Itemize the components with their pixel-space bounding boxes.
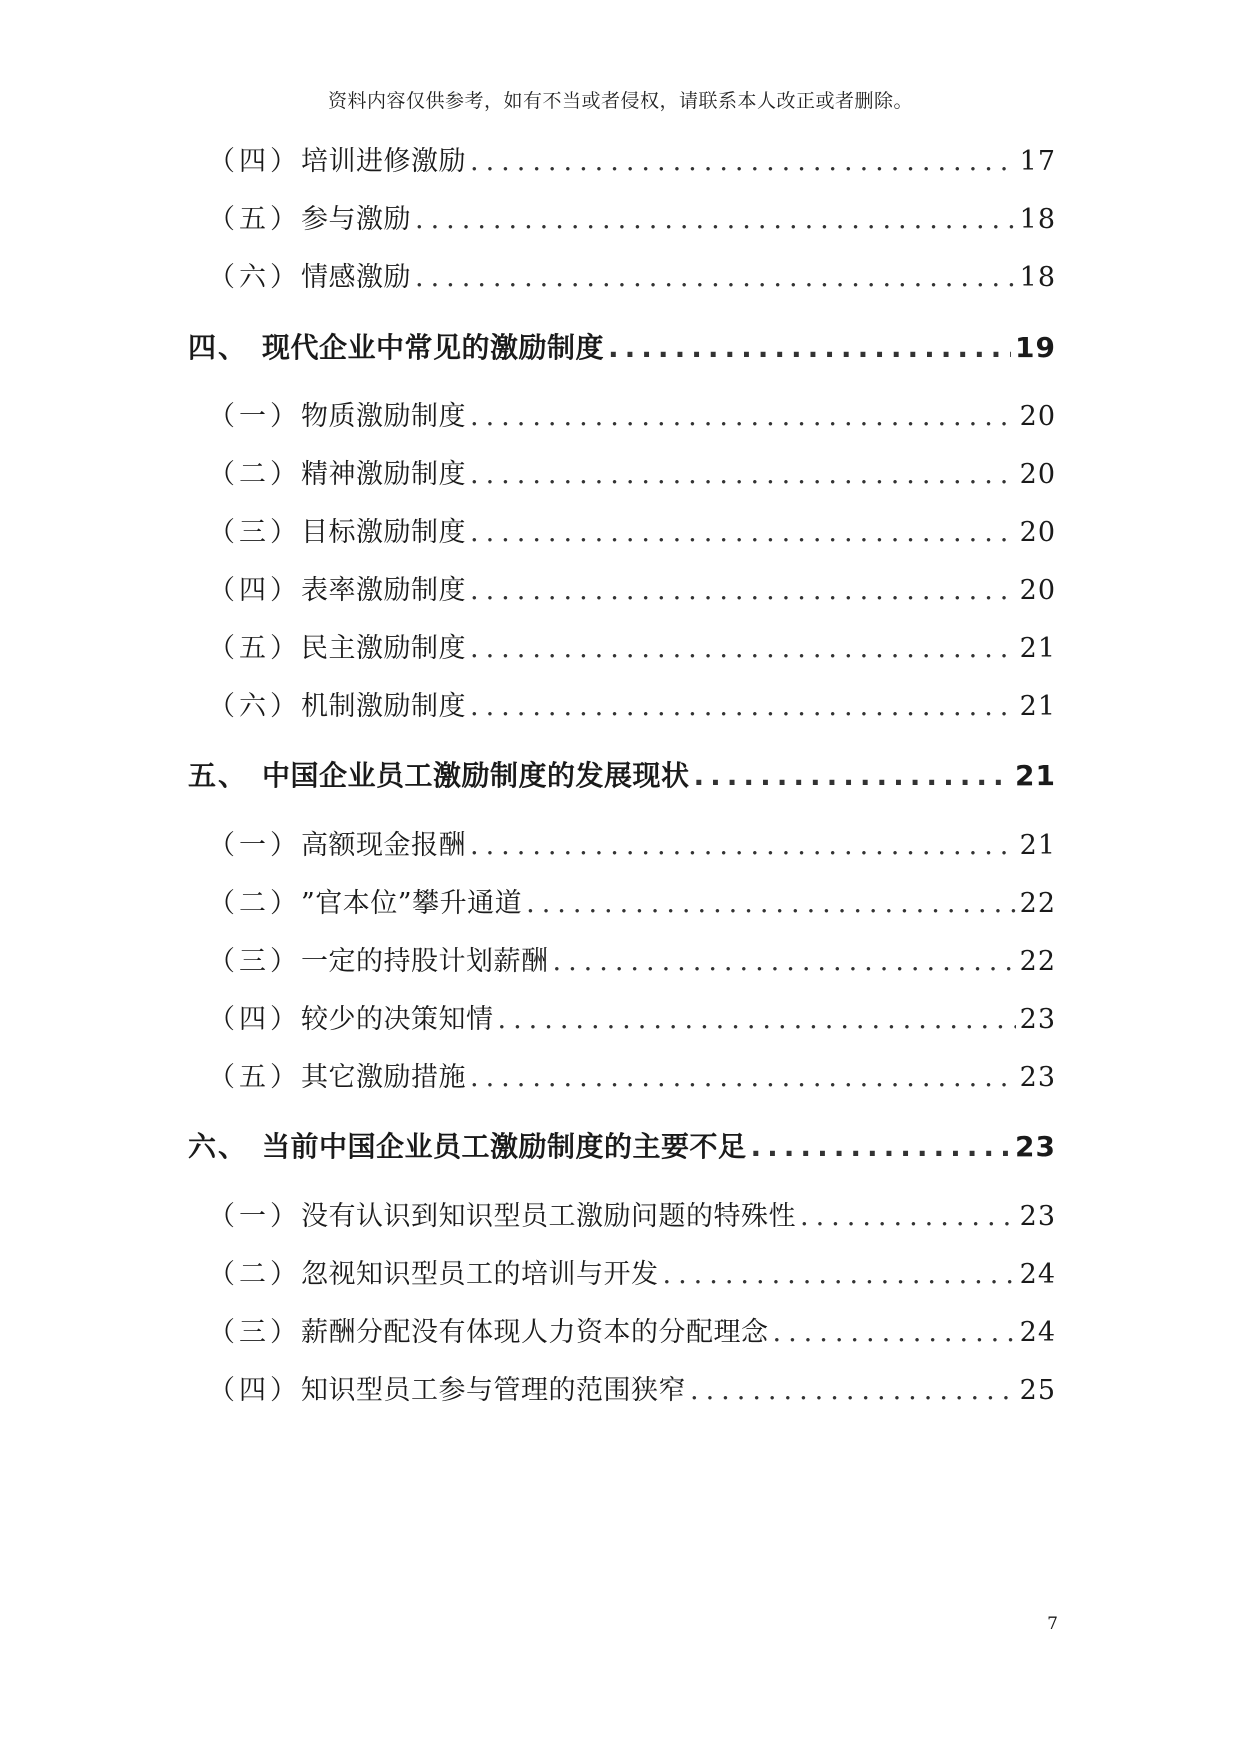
toc-entry-title: 较少的决策知情 — [301, 1004, 494, 1035]
toc-entry-prefix: （二） — [208, 1259, 301, 1290]
toc-entry-title: 民主激励制度 — [301, 633, 466, 664]
toc-chapter-entry[interactable] — [188, 756, 1056, 800]
toc-entry-page: 20 — [1019, 517, 1056, 548]
toc-entry[interactable] — [208, 571, 1056, 615]
toc-entry-title: 其它激励措施 — [301, 1062, 466, 1093]
toc-entry-page: 22 — [1019, 888, 1056, 919]
toc-entry-page: 21 — [1019, 633, 1056, 664]
toc-entry-title: 现代企业中常见的激励制度 — [262, 331, 605, 364]
toc-entry-page: 18 — [1019, 204, 1056, 235]
toc-entry-page: 18 — [1019, 262, 1056, 293]
toc-entry-page: 23 — [1019, 1062, 1056, 1093]
dot-leader — [470, 397, 1016, 437]
dot-leader — [470, 629, 1016, 669]
toc-entry-prefix: （四） — [208, 1004, 301, 1035]
toc-entry-title: 中国企业员工激励制度的发展现状 — [262, 759, 690, 792]
dot-leader — [470, 455, 1016, 495]
toc-entry-prefix: 四、 — [188, 331, 249, 364]
toc-entry-title: 表率激励制度 — [301, 575, 466, 606]
toc-entry-page: 23 — [1019, 1004, 1056, 1035]
toc-entry-prefix: （二） — [208, 888, 301, 919]
toc-entry-page: 20 — [1019, 459, 1056, 490]
toc-entry-title: 一定的持股计划薪酬 — [301, 946, 549, 977]
toc-entry[interactable] — [208, 629, 1056, 673]
toc-entry-page: 23 — [1019, 1201, 1056, 1232]
toc-entry[interactable] — [208, 1000, 1056, 1044]
toc-entry-page: 24 — [1019, 1259, 1056, 1290]
dot-leader — [608, 328, 1011, 368]
dot-leader — [470, 513, 1016, 553]
toc-entry[interactable] — [208, 687, 1056, 731]
toc-entry-page: 21 — [1015, 759, 1056, 792]
toc-entry-prefix: （六） — [208, 262, 301, 293]
toc-entry[interactable] — [208, 1313, 1056, 1357]
toc-entry-prefix: 六、 — [188, 1130, 249, 1163]
toc-entry[interactable] — [208, 142, 1056, 186]
disclaimer-header: 资料内容仅供参考，如有不当或者侵权，请联系本人改正或者删除。 — [327, 90, 913, 112]
toc-entry[interactable] — [208, 1197, 1056, 1241]
dot-leader — [470, 142, 1016, 182]
toc-entry-prefix: （六） — [208, 691, 301, 722]
toc-entry-page: 21 — [1019, 691, 1056, 722]
dot-leader — [773, 1313, 1016, 1353]
toc-chapter-entry[interactable] — [188, 1127, 1056, 1171]
dot-leader — [470, 1058, 1016, 1098]
toc-entry-page: 25 — [1019, 1375, 1056, 1406]
dot-leader — [751, 1127, 1012, 1167]
dot-leader — [470, 687, 1016, 727]
toc-entry[interactable] — [208, 1255, 1056, 1299]
page-number: 7 — [1047, 1614, 1058, 1634]
toc-entry[interactable] — [208, 397, 1056, 441]
toc-entry[interactable] — [208, 513, 1056, 557]
toc-entry-title: 目标激励制度 — [301, 517, 466, 548]
toc-entry-page: 23 — [1015, 1130, 1056, 1163]
toc-entry-title: 参与激励 — [301, 204, 411, 235]
toc-entry[interactable] — [208, 1371, 1056, 1415]
toc-entry-page: 17 — [1019, 146, 1056, 177]
toc-entry-title: 薪酬分配没有体现人力资本的分配理念 — [301, 1317, 769, 1348]
dot-leader — [553, 942, 1016, 982]
toc-entry-title: 当前中国企业员工激励制度的主要不足 — [262, 1130, 747, 1163]
dot-leader — [694, 756, 1012, 796]
dot-leader — [415, 200, 1016, 240]
toc-entry-prefix: （四） — [208, 1375, 301, 1406]
toc-entry-prefix: （一） — [208, 830, 301, 861]
toc-entry-prefix: （五） — [208, 1062, 301, 1093]
toc-entry-title: 情感激励 — [301, 262, 411, 293]
toc-entry-prefix: （一） — [208, 1201, 301, 1232]
dot-leader — [470, 826, 1016, 866]
toc-entry-prefix: （三） — [208, 1317, 301, 1348]
toc-entry-prefix: （三） — [208, 517, 301, 548]
dot-leader — [663, 1255, 1016, 1295]
toc-entry-prefix: （五） — [208, 633, 301, 664]
toc-entry-page: 21 — [1019, 830, 1056, 861]
toc-entry-title: 物质激励制度 — [301, 401, 466, 432]
toc-entry-title: 没有认识到知识型员工激励问题的特殊性 — [301, 1201, 796, 1232]
toc-entry[interactable] — [208, 200, 1056, 244]
toc-entry-title: 培训进修激励 — [301, 146, 466, 177]
toc-entry[interactable] — [208, 455, 1056, 499]
dot-leader — [415, 258, 1016, 298]
dot-leader — [470, 571, 1016, 611]
toc-entry-page: 22 — [1019, 946, 1056, 977]
toc-entry-prefix: （五） — [208, 204, 301, 235]
dot-leader — [800, 1197, 1016, 1237]
dot-leader — [526, 884, 1016, 924]
toc-entry[interactable] — [208, 1058, 1056, 1102]
dot-leader — [498, 1000, 1016, 1040]
toc-chapter-entry[interactable] — [188, 328, 1056, 372]
dot-leader — [690, 1371, 1016, 1411]
toc-entry-title: 高额现金报酬 — [301, 830, 466, 861]
toc-entry-prefix: （二） — [208, 459, 301, 490]
toc-entry-prefix: （四） — [208, 146, 301, 177]
toc-entry-prefix: （一） — [208, 401, 301, 432]
toc-entry-page: 20 — [1019, 575, 1056, 606]
toc-entry-title: ”官本位”攀升通道 — [301, 888, 523, 919]
toc-entry-prefix: 五、 — [188, 759, 249, 792]
toc-entry[interactable] — [208, 258, 1056, 302]
toc-entry-title: 忽视知识型员工的培训与开发 — [301, 1259, 659, 1290]
toc-entry-prefix: （四） — [208, 575, 301, 606]
toc-entry-title: 机制激励制度 — [301, 691, 466, 722]
toc-entry-page: 24 — [1019, 1317, 1056, 1348]
toc-entry-page: 20 — [1019, 401, 1056, 432]
toc-entry-prefix: （三） — [208, 946, 301, 977]
toc-entry[interactable] — [208, 826, 1056, 870]
toc-entry-title: 知识型员工参与管理的范围狭窄 — [301, 1375, 686, 1406]
toc-entry-title: 精神激励制度 — [301, 459, 466, 490]
toc-entry-page: 19 — [1015, 331, 1056, 364]
toc-entry[interactable] — [208, 942, 1056, 986]
toc-entry[interactable] — [208, 884, 1056, 928]
